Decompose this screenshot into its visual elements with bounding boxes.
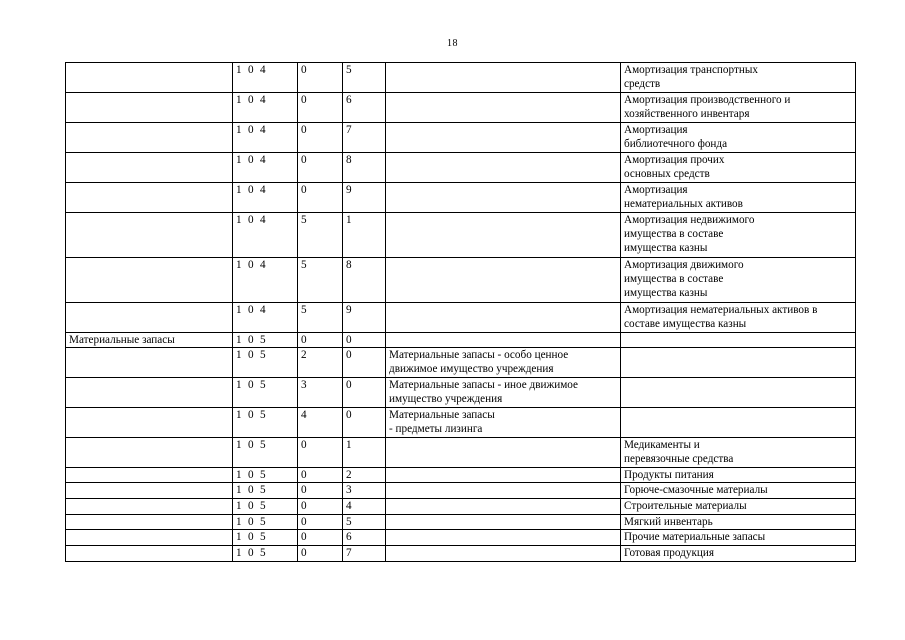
subaccount-code: 0: [298, 93, 343, 123]
account-name: Медикаменты и перевязочные средства: [621, 438, 856, 468]
table-row: [66, 258, 856, 303]
group-cell: [66, 213, 233, 258]
account-code: 1 0 5: [233, 546, 298, 562]
account-code: 1 0 4: [233, 303, 298, 333]
account-name: [621, 408, 856, 438]
group-label: [66, 63, 233, 93]
table-row: [66, 183, 856, 213]
group-name: [386, 438, 621, 468]
group-name: [386, 303, 621, 333]
group-name: [386, 258, 621, 303]
table-row: [66, 408, 856, 438]
page-number: 18: [447, 38, 458, 49]
group-cell: [66, 515, 233, 530]
detail-code: 0: [343, 348, 386, 378]
subaccount-code: 0: [298, 333, 343, 348]
group-name: [386, 123, 621, 153]
group-cell: [66, 546, 233, 562]
account-name: Амортизация движимого имущества в составе имущества казны: [621, 258, 856, 303]
group-name: Материальные запасы - иное движимое имущество учреждения: [386, 378, 621, 408]
account-code: 1 0 4: [233, 183, 298, 213]
subaccount-code: 0: [298, 515, 343, 530]
account-code: 1 0 5: [233, 333, 298, 348]
group-label: Материальные запасы: [66, 333, 233, 348]
table-row: [66, 153, 856, 183]
group-name: [386, 153, 621, 183]
group-name: [386, 546, 621, 562]
account-name: Строительные материалы: [621, 499, 856, 515]
account-code: 1 0 5: [233, 530, 298, 546]
table-row: [66, 515, 856, 530]
detail-code: 0: [343, 333, 386, 348]
subaccount-code: 0: [298, 530, 343, 546]
group-cell: [66, 153, 233, 183]
subaccount-code: 0: [298, 546, 343, 562]
account-code: 1 0 4: [233, 123, 298, 153]
account-code: 1 0 5: [233, 438, 298, 468]
group-cell: [66, 93, 233, 123]
group-name: [386, 499, 621, 515]
account-name: Амортизация производственного и хозяйственного инвентаря: [621, 93, 856, 123]
account-code: 1 0 5: [233, 348, 298, 378]
subaccount-code: 0: [298, 438, 343, 468]
subaccount-code: 2: [298, 348, 343, 378]
group-cell: [66, 483, 233, 499]
group-cell: [66, 348, 233, 378]
detail-code: 0: [343, 378, 386, 408]
group-cell: [66, 303, 233, 333]
account-name: Горюче-смазочные материалы: [621, 483, 856, 499]
account-name: Мягкий инвентарь: [621, 515, 856, 530]
account-code: 1 0 4: [233, 153, 298, 183]
table-row: [66, 438, 856, 468]
subaccount-code: 3: [298, 378, 343, 408]
group-name: [386, 183, 621, 213]
table-row: [66, 499, 856, 515]
account-code: 1 0 5: [233, 483, 298, 499]
detail-code: 5: [343, 63, 386, 93]
account-name: Амортизация библиотечного фонда: [621, 123, 856, 153]
detail-code: 5: [343, 515, 386, 530]
group-cell: [66, 438, 233, 468]
detail-code: 7: [343, 123, 386, 153]
account-name: Прочие материальные запасы: [621, 530, 856, 546]
detail-code: 8: [343, 258, 386, 303]
detail-code: 7: [343, 546, 386, 562]
group-name: [386, 63, 621, 93]
accounts-table: [65, 62, 856, 562]
account-name: Амортизация нематериальных активов в составе имущества казны: [621, 303, 856, 333]
account-code: 1 0 5: [233, 408, 298, 438]
table-row: [66, 530, 856, 546]
group-name: [386, 468, 621, 483]
table-row: [66, 348, 856, 378]
table-row: [66, 333, 856, 348]
account-name: Амортизация прочих основных средств: [621, 153, 856, 183]
account-code: 1 0 5: [233, 378, 298, 408]
account-name: Продукты питания: [621, 468, 856, 483]
table-row: [66, 378, 856, 408]
group-cell: [66, 468, 233, 483]
detail-code: 0: [343, 408, 386, 438]
group-name: [386, 483, 621, 499]
group-name: [386, 333, 621, 348]
account-code: 1 0 4: [233, 93, 298, 123]
subaccount-code: 0: [298, 483, 343, 499]
subaccount-code: 0: [298, 468, 343, 483]
group-cell: [66, 530, 233, 546]
detail-code: 9: [343, 183, 386, 213]
group-name: [386, 530, 621, 546]
detail-code: 6: [343, 93, 386, 123]
detail-code: 9: [343, 303, 386, 333]
group-cell: [66, 408, 233, 438]
account-name: [621, 378, 856, 408]
accounts-table-body: [66, 63, 856, 562]
group-name: Материальные запасы - предметы лизинга: [386, 408, 621, 438]
account-code: 1 0 5: [233, 515, 298, 530]
account-code: 1 0 5: [233, 499, 298, 515]
detail-code: 3: [343, 483, 386, 499]
table-row: [66, 63, 856, 93]
subaccount-code: 4: [298, 408, 343, 438]
account-name: Амортизация недвижимого имущества в составе имущества казны: [621, 213, 856, 258]
detail-code: 1: [343, 213, 386, 258]
subaccount-code: 5: [298, 303, 343, 333]
group-cell: [66, 378, 233, 408]
account-name: Амортизация нематериальных активов: [621, 183, 856, 213]
table-row: [66, 303, 856, 333]
group-cell: [66, 183, 233, 213]
subaccount-code: 0: [298, 63, 343, 93]
subaccount-code: 5: [298, 213, 343, 258]
account-name: Амортизация транспортных средств: [621, 63, 856, 93]
detail-code: 4: [343, 499, 386, 515]
account-name: [621, 333, 856, 348]
account-name: [621, 348, 856, 378]
detail-code: 8: [343, 153, 386, 183]
table-row: [66, 123, 856, 153]
detail-code: 1: [343, 438, 386, 468]
table-row: [66, 483, 856, 499]
table-row: [66, 468, 856, 483]
table-row: [66, 93, 856, 123]
group-name: [386, 213, 621, 258]
group-name: Материальные запасы - особо ценное движимое имущество учреждения: [386, 348, 621, 378]
detail-code: 2: [343, 468, 386, 483]
table-row: [66, 546, 856, 562]
account-code: 1 0 4: [233, 213, 298, 258]
subaccount-code: 5: [298, 258, 343, 303]
group-name: [386, 515, 621, 530]
detail-code: 6: [343, 530, 386, 546]
account-code: 1 0 4: [233, 258, 298, 303]
group-cell: [66, 499, 233, 515]
subaccount-code: 0: [298, 123, 343, 153]
subaccount-code: 0: [298, 183, 343, 213]
subaccount-code: 0: [298, 153, 343, 183]
account-code: 1 0 5: [233, 468, 298, 483]
group-cell: [66, 258, 233, 303]
account-code: 1 0 4: [233, 63, 298, 93]
group-name: [386, 93, 621, 123]
account-name: Готовая продукция: [621, 546, 856, 562]
subaccount-code: 0: [298, 499, 343, 515]
table-row: [66, 213, 856, 258]
group-cell: [66, 123, 233, 153]
